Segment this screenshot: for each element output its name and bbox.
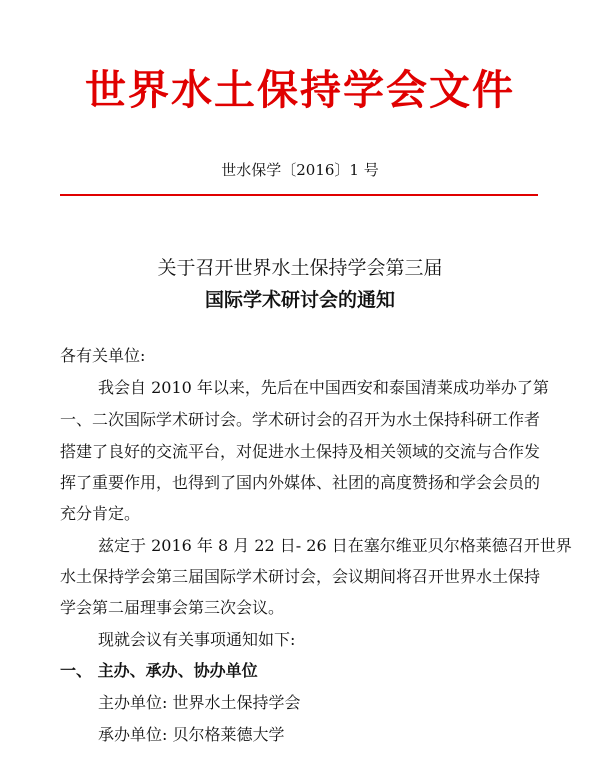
paragraph-3-line-1: 现就会议有关事项通知如下: [98, 630, 296, 649]
organizer-line: 主办单位: 世界水土保持学会 [98, 693, 301, 712]
paragraph-1-line-5: 充分肯定。 [60, 504, 141, 523]
paragraph-2-line-1: 兹定于 2016 年 8 月 22 日- 26 日在塞尔维亚贝尔格莱德召开世界 [98, 536, 572, 555]
section-heading-1: 一、 主办、承办、协办单位 [60, 661, 258, 680]
paragraph-2-line-2: 水土保持学会第三届国际学术研讨会，会议期间将召开世界水土保持 [60, 567, 541, 586]
notice-title-line-1: 关于召开世界水土保持学会第三届 [157, 257, 443, 279]
salutation: 各有关单位: [60, 346, 146, 365]
host-line: 承办单位: 贝尔格莱德大学 [98, 725, 285, 744]
notice-title-line-2: 国际学术研讨会的通知 [204, 289, 395, 311]
document-number: 世水保学〔2016〕1 号 [221, 161, 379, 179]
paragraph-1-line-2: 一、二次国际学术研讨会。学术研讨会的召开为水土保持科研工作者 [60, 410, 541, 429]
paragraph-1-line-3: 搭建了良好的交流平台，对促进水土保持及相关领域的交流与合作发 [60, 442, 541, 461]
paragraph-1-line-4: 挥了重要作用，也得到了国内外媒体、社团的高度赞扬和学会会员的 [60, 473, 541, 492]
paragraph-1-line-1: 我会自 2010 年以来，先后在中国西安和泰国清莱成功举办了第 [98, 378, 549, 397]
paragraph-2-line-3: 学会第二届理事会第三次会议。 [60, 598, 285, 617]
document-header-title: 世界水土保持学会文件 [85, 66, 515, 114]
header-divider-line [60, 194, 538, 196]
